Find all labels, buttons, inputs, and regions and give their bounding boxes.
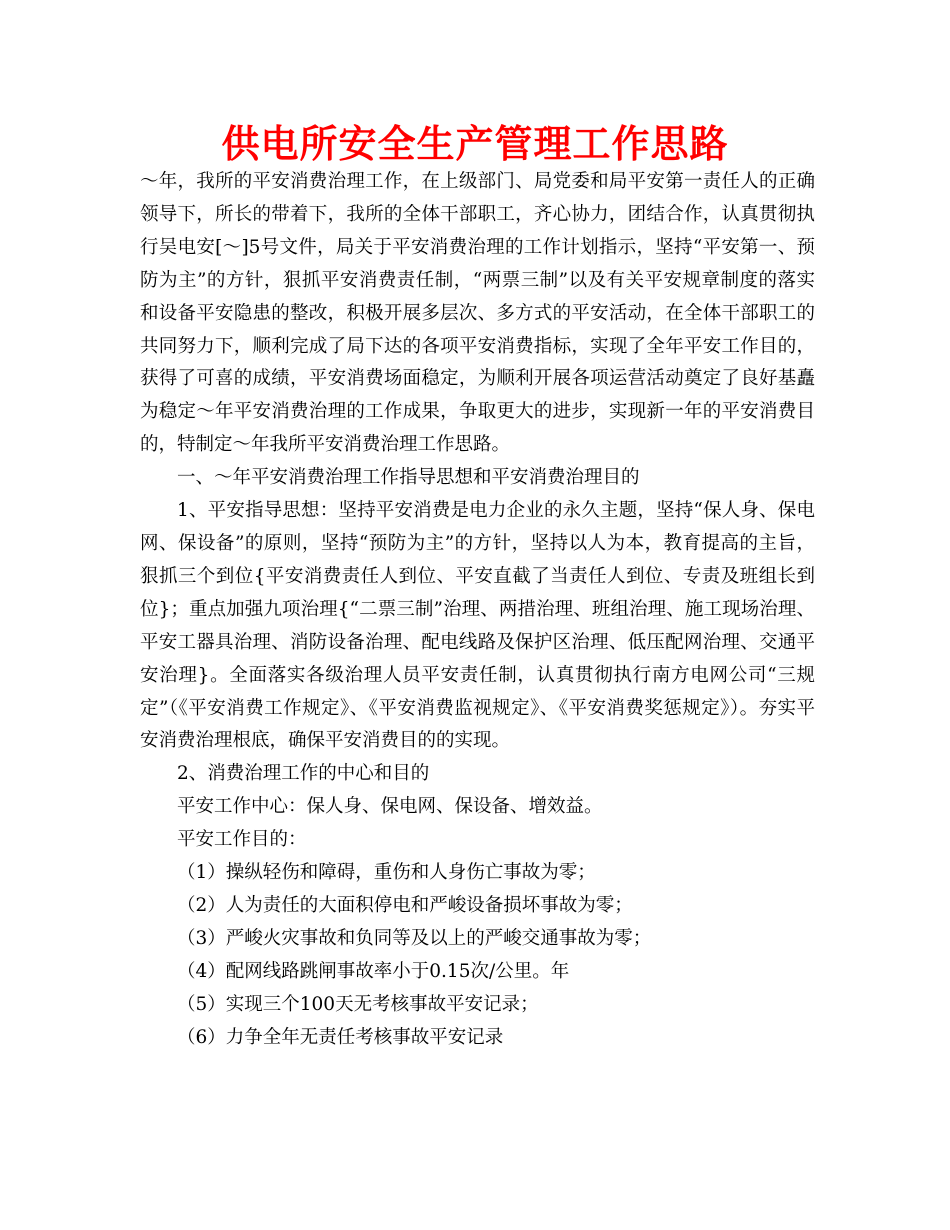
goal-item: （3）严峻火灾事故和负同等及以上的严峻交通事故为零； xyxy=(177,927,652,949)
safety-center-line: 平安工作中心：保人身、保电网、保设备、增效益。 xyxy=(177,796,603,818)
guiding-ideology-paragraph: 1、平安指导思想：坚持平安消费是电力企业的永久主题，坚持“保人身、保电网、保设备”的原则，坚持“预防为主”的方针，坚持以人为本，教育提高的主旨，狠抓三个到位{平安消费责任人到位、平安直截了当责任人到位、专责及班组长到位}；重点加强九项治理{“二票三制”治理、两措治理、班组治理、施工现场治理、平安工器具治理、消防设备治理、配电线路及保护区治理、低压配网治理、交通平安治理}。全面落实各级治理人员平安责任制，认真贯彻执行南方电网公司“三规定”（《平安消费工作规定》、《平安消费监视规定》、《平安消费奖惩规定》）。夯实平安消费治理根底，确保平安消费目的的实现。 xyxy=(140,500,815,752)
goal-item: （1）操纵轻伤和障碍，重伤和人身伤亡事故为零； xyxy=(177,862,596,884)
safety-goals-heading: 平安工作目的： xyxy=(177,829,307,851)
document-title: 供电所安全生产管理工作思路 xyxy=(221,122,729,166)
intro-paragraph: ～年，我所的平安消费治理工作，在上级部门、局党委和局平安第一责任人的正确领导下，所长的带着下，我所的全体干部职工，齐心协力，团结合作，认真贯彻执行吴电安[～]5号文件，局关于平安消费治理的工作计划指示，坚持“平安第一、预防为主”的方针，狠抓平安消费责任制，“两票三制”以及有关平安规章制度的落实和设备平安隐患的整改，积极开展多层次、多方式的平安活动，在全体干部职工的共同努力下，顺利完成了局下达的各项平安消费指标，实现了全年平安工作目的，获得了可喜的成绩，平安消费场面稳定，为顺利开展各项运营活动奠定了良好基矗为稳定～年平安消费治理的工作成果，争取更大的进步，实现新一年的平安消费目的，特制定～年我所平安消费治理工作思路。 xyxy=(140,171,815,456)
goal-item: （2）人为责任的大面积停电和严峻设备损坏事故为零； xyxy=(177,894,633,916)
section-heading-1: 一、～年平安消费治理工作指导思想和平安消费治理目的 xyxy=(177,467,640,489)
goal-item: （6）力争全年无责任考核事故平安记录 xyxy=(177,1026,504,1048)
document-body xyxy=(140,166,815,1054)
goal-item: （5）实现三个100天无考核事故平安记录； xyxy=(177,993,539,1015)
subsection-heading-2: 2、消费治理工作的中心和目的 xyxy=(177,763,430,785)
goal-item: （4）配网线路跳闸事故率小于0.15次/公里。年 xyxy=(177,960,570,982)
